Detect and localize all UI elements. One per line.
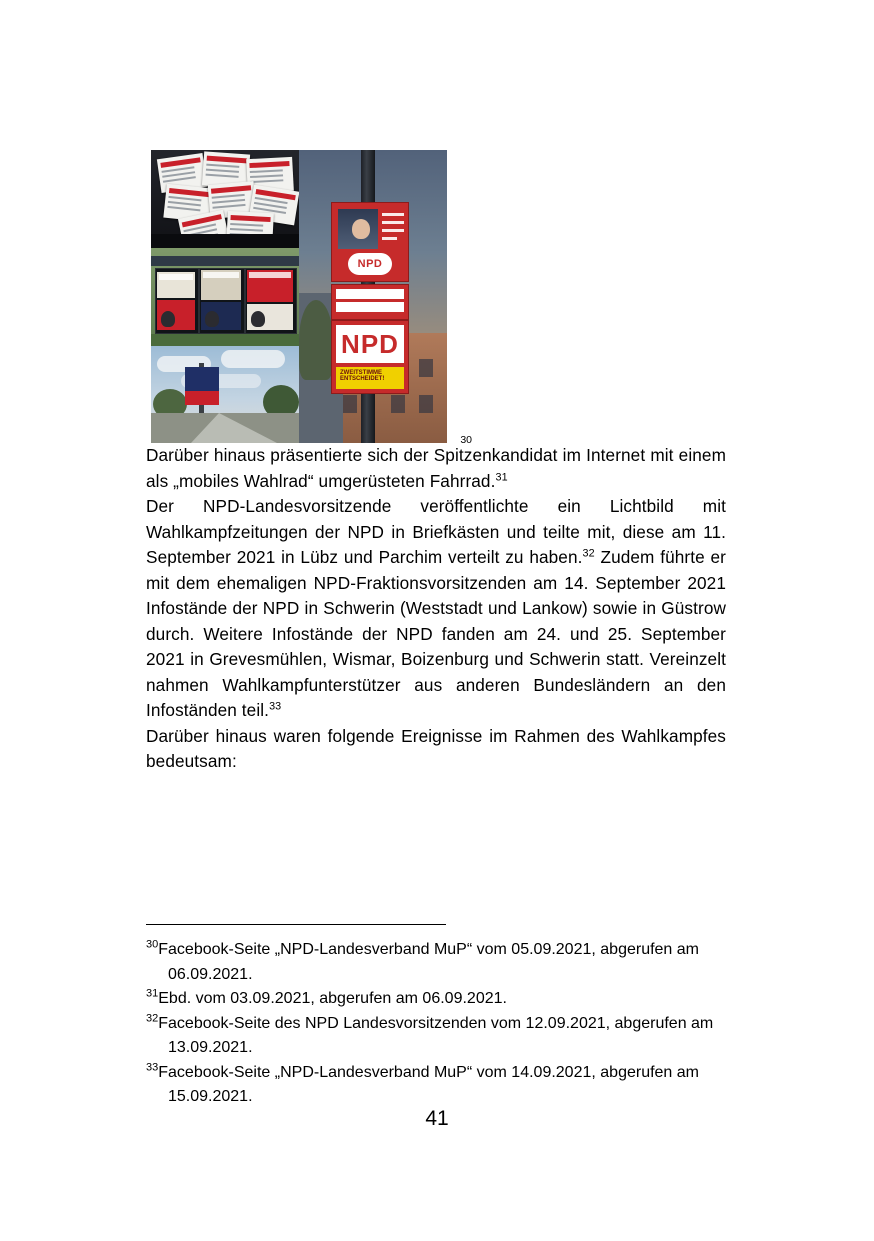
page-content [146,150,726,775]
figure-panel-poster-wall [151,248,299,346]
figure-image-grid [151,150,447,443]
candidate-photo [338,209,378,249]
paragraph-2-segment-2: Zudem führte er mit dem ehemaligen NPD-Fraktionsvorsitzenden am 14. September 2021 Infostände der NPD in Schwerin (Weststadt und Lankow) sowie in Güstrow durch. Weitere Infostände der NPD fanden am 24. und 25. September 2021 in Grevesmühlen, Wismar, Boizenburg und Schwerin statt. Vereinzelt nahmen Wahlkampfunterstützer aus anderen Bundesländern an den Infoständen teil. [146,547,727,720]
page-number: 41 [425,1107,449,1130]
npd-logo: NPD [348,253,392,275]
footnote-text: Facebook-Seite des NPD Landesvorsitzenden vom 12.09.2021, abgerufen am 13.09.2021. [158,1014,714,1056]
figure-number: 30 [460,433,472,446]
footnote-ref-31[interactable]: 31 [495,470,508,483]
road [151,413,299,443]
footnote-text: Ebd. vom 03.09.2021, abgerufen am 06.09.2021. [158,990,507,1007]
poster-portrait [161,311,175,327]
poster-slogan-block [382,209,404,249]
campaign-banner-lower [185,391,219,405]
window [343,395,357,413]
paragraph-1-text: Darüber hinaus präsentierte sich der Spitzenkandidat im Internet mit einem als „mobiles Wahlrad“ umgerüsteten Fahrrad. [146,445,726,491]
newspaper-stack [151,150,299,248]
footnote-item [146,938,746,987]
window [419,395,433,413]
footnote-ref-32[interactable]: 32 [582,547,595,560]
paragraph-3: Darüber hinaus waren folgende Ereignisse im Rahmen des Wahlkampfes bedeutsam: [146,725,726,771]
campaign-poster [157,300,195,330]
campaign-poster [157,272,195,298]
cloud [221,350,285,368]
slogan-line [382,237,397,240]
window [391,395,405,413]
second-vote-text: ZWEITSTIMME ENTSCHEIDET! [340,370,385,382]
footnote-list [146,938,746,1110]
slogan-bar [336,302,404,312]
poster-text-bar [203,272,239,278]
poster-text-bar [159,274,193,280]
footnote-text: Facebook-Seite „NPD-Landesverband MuP“ vom 14.09.2021, abgerufen am 15.09.2021. [158,1063,699,1105]
npd-poster-candidate [331,202,409,282]
npd-poster-party-name [331,320,409,394]
figure-panel-lamp-post [299,150,447,443]
campaign-banner-upper [185,367,219,391]
box-edge [151,234,299,248]
tree [299,300,333,380]
campaign-poster [247,270,293,302]
paragraph-2 [146,494,726,724]
figure-panel-street [151,346,299,443]
poster-portrait [251,311,265,327]
window [419,359,433,377]
paragraph-1 [146,443,726,494]
grass-strip [151,334,299,346]
second-vote-banner [336,367,404,389]
slogan-line [382,229,404,232]
slogan-line [382,221,404,224]
slogan-line [382,213,404,216]
npd-poster-slogan [331,284,409,320]
footnote-mark: 30 [146,938,159,951]
footnote-item [146,1061,746,1110]
footnote-mark: 31 [146,987,159,1000]
figure-panel-newspapers [151,150,299,248]
poster-text-bar [249,272,291,278]
figure-npd-campaign-collage [151,150,472,446]
footnote-separator [146,924,446,925]
campaign-poster [201,270,241,300]
paragraph-2-segment-1: Der NPD-Landesvorsitzende veröffentlichte ein Lichtbild mit Wahlkampfzeitungen der NPD in Briefkästen und teilte mit, diese am 11. September 2021 in Lübz und Parchim verteilt zu haben. [146,496,726,567]
wall-rail [151,256,299,266]
footnote-item [146,1012,746,1061]
footnote-mark: 33 [146,1061,159,1074]
footnote-item [146,987,746,1012]
footnote-text: Facebook-Seite „NPD-Landesverband MuP“ vom 05.09.2021, abgerufen am 06.09.2021. [158,941,699,983]
poster-portrait [205,311,219,327]
slogan-bar [336,289,404,299]
candidate-face [352,219,370,239]
campaign-poster [247,304,293,330]
npd-wordmark: NPD [336,325,404,363]
footnote-mark: 32 [146,1012,159,1025]
footnote-ref-33[interactable]: 33 [269,700,282,713]
campaign-poster [201,302,241,330]
